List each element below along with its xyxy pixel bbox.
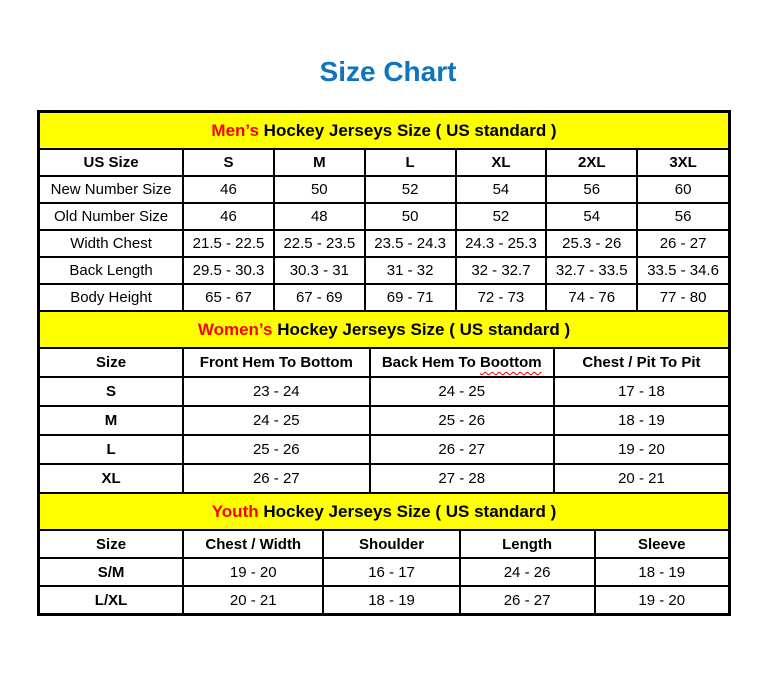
table-row [40, 406, 728, 435]
row-label: Back Length [40, 257, 183, 284]
size-value-cell: 54 [546, 203, 637, 230]
column-header: Chest / Pit To Pit [554, 349, 728, 377]
table-row [40, 464, 728, 492]
size-value-cell: 20 - 21 [554, 464, 728, 492]
size-value-cell: 26 - 27 [183, 464, 369, 492]
table-row [40, 586, 728, 613]
column-header: M [274, 150, 365, 176]
size-value-cell: 50 [274, 176, 365, 203]
column-header: Size [40, 349, 183, 377]
size-chart [37, 110, 731, 616]
size-value-cell: 56 [546, 176, 637, 203]
mens-header-row [40, 150, 728, 176]
youth-banner-text: Hockey Jerseys Size ( US standard ) [258, 502, 557, 521]
size-value-cell: 33.5 - 34.6 [637, 257, 728, 284]
size-value-cell: 48 [274, 203, 365, 230]
size-value-cell: 24.3 - 25.3 [456, 230, 547, 257]
youth-banner [40, 492, 728, 531]
row-label: Width Chest [40, 230, 183, 257]
column-header: XL [456, 150, 547, 176]
table-row [40, 284, 728, 310]
size-value-cell: 25.3 - 26 [546, 230, 637, 257]
column-header: S [183, 150, 274, 176]
size-value-cell: 67 - 69 [274, 284, 365, 310]
column-header: Front Hem To Bottom [183, 349, 369, 377]
table-row [40, 176, 728, 203]
size-value-cell: 18 - 19 [554, 406, 728, 435]
table-row [40, 203, 728, 230]
misspelled-word: Boottom [479, 354, 542, 371]
size-value-cell: 65 - 67 [183, 284, 274, 310]
size-value-cell: 23.5 - 24.3 [365, 230, 456, 257]
size-value-cell: 17 - 18 [554, 377, 728, 406]
row-label: L [40, 435, 183, 464]
column-header: Sleeve [595, 531, 729, 558]
womens-banner [40, 310, 728, 349]
column-header: US Size [40, 150, 183, 176]
size-value-cell: 52 [365, 176, 456, 203]
row-label: L/XL [40, 586, 183, 613]
row-label: New Number Size [40, 176, 183, 203]
column-header: Chest / Width [183, 531, 323, 558]
size-value-cell: 26 - 27 [460, 586, 595, 613]
size-value-cell: 16 - 17 [323, 558, 459, 586]
row-label: Old Number Size [40, 203, 183, 230]
size-value-cell: 23 - 24 [183, 377, 369, 406]
row-label: S/M [40, 558, 183, 586]
size-value-cell: 72 - 73 [456, 284, 547, 310]
size-value-cell: 32.7 - 33.5 [546, 257, 637, 284]
youth-table [40, 531, 728, 613]
size-value-cell: 46 [183, 203, 274, 230]
size-value-cell: 31 - 32 [365, 257, 456, 284]
size-value-cell: 25 - 26 [370, 406, 554, 435]
column-header: Size [40, 531, 183, 558]
womens-banner-highlight: Women’s [197, 320, 273, 339]
womens-banner-text: Hockey Jerseys Size ( US standard ) [272, 320, 571, 339]
mens-banner [40, 113, 728, 150]
size-value-cell: 24 - 25 [183, 406, 369, 435]
table-row [40, 257, 728, 284]
size-value-cell: 52 [456, 203, 547, 230]
column-header [370, 349, 554, 377]
youth-banner-highlight: Youth [211, 502, 259, 521]
mens-banner-text: Hockey Jerseys Size ( US standard ) [258, 121, 557, 140]
womens-header-row [40, 349, 728, 377]
size-value-cell: 18 - 19 [595, 558, 729, 586]
size-value-cell: 26 - 27 [637, 230, 728, 257]
size-value-cell: 54 [456, 176, 547, 203]
size-value-cell: 50 [365, 203, 456, 230]
size-value-cell: 24 - 26 [460, 558, 595, 586]
size-value-cell: 29.5 - 30.3 [183, 257, 274, 284]
row-label: Body Height [40, 284, 183, 310]
size-value-cell: 26 - 27 [370, 435, 554, 464]
size-value-cell: 69 - 71 [365, 284, 456, 310]
size-value-cell: 74 - 76 [546, 284, 637, 310]
size-value-cell: 25 - 26 [183, 435, 369, 464]
size-value-cell: 30.3 - 31 [274, 257, 365, 284]
size-value-cell: 60 [637, 176, 728, 203]
womens-table [40, 349, 728, 492]
mens-banner-highlight: Men’s [211, 121, 259, 140]
size-value-cell: 56 [637, 203, 728, 230]
column-header: Length [460, 531, 595, 558]
size-value-cell: 19 - 20 [183, 558, 323, 586]
size-value-cell: 32 - 32.7 [456, 257, 547, 284]
size-value-cell: 24 - 25 [370, 377, 554, 406]
column-header: Shoulder [323, 531, 459, 558]
size-value-cell: 77 - 80 [637, 284, 728, 310]
table-row [40, 377, 728, 406]
size-value-cell: 21.5 - 22.5 [183, 230, 274, 257]
size-value-cell: 22.5 - 23.5 [274, 230, 365, 257]
youth-header-row [40, 531, 728, 558]
column-header: L [365, 150, 456, 176]
column-header-text: Back Hem To [381, 354, 480, 371]
size-value-cell: 46 [183, 176, 274, 203]
column-header: 3XL [637, 150, 728, 176]
table-row [40, 558, 728, 586]
size-value-cell: 19 - 20 [554, 435, 728, 464]
table-row [40, 230, 728, 257]
size-value-cell: 27 - 28 [370, 464, 554, 492]
size-value-cell: 20 - 21 [183, 586, 323, 613]
row-label: XL [40, 464, 183, 492]
mens-table [40, 150, 728, 310]
table-row [40, 435, 728, 464]
row-label: S [40, 377, 183, 406]
size-value-cell: 19 - 20 [595, 586, 729, 613]
size-value-cell: 18 - 19 [323, 586, 459, 613]
column-header: 2XL [546, 150, 637, 176]
page-title: Size Chart [319, 56, 457, 87]
row-label: M [40, 406, 183, 435]
